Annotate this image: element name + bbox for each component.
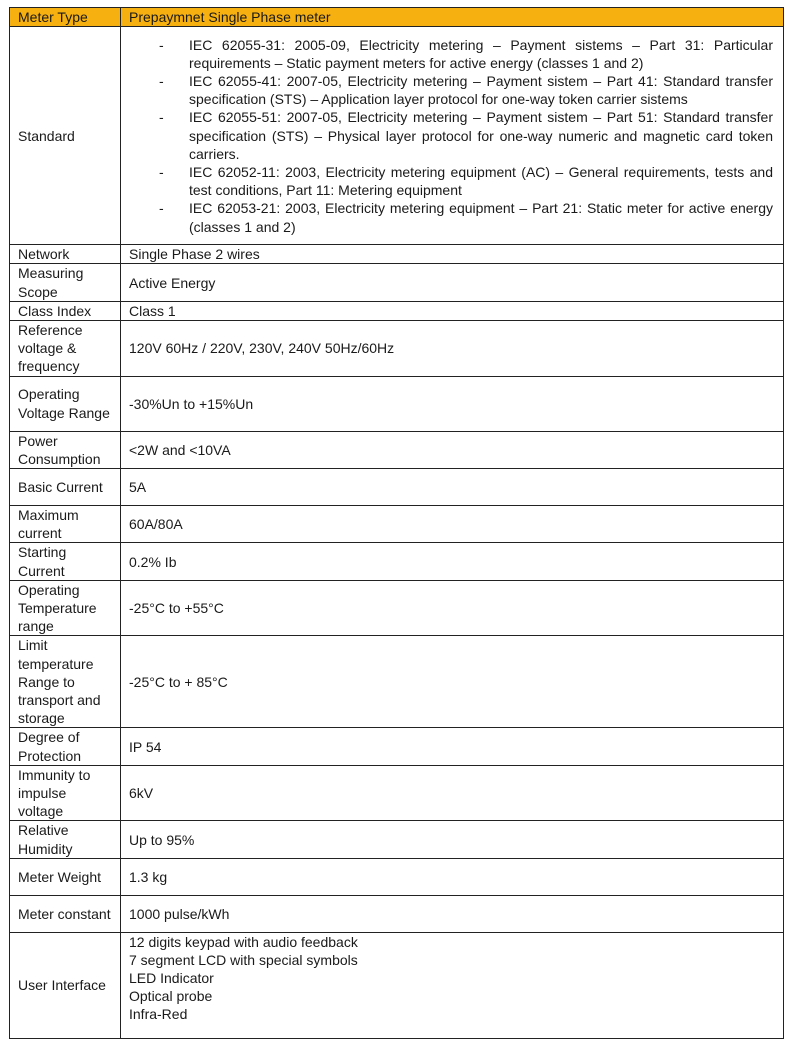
user-interface-line: Infra-Red xyxy=(129,1005,188,1022)
spec-value: 0.2% Ib xyxy=(121,543,784,580)
header-label: Meter Type xyxy=(10,8,121,27)
spec-label: Reference voltage & frequency xyxy=(10,321,121,377)
header-value: Prepaymnet Single Phase meter xyxy=(121,8,784,27)
spec-row-reference-voltage xyxy=(10,321,784,377)
spec-table xyxy=(9,7,784,1039)
spec-value: IP 54 xyxy=(121,728,784,765)
spec-value: Up to 95% xyxy=(121,821,784,858)
standard-list xyxy=(129,35,775,237)
spec-row-degree-of-protection xyxy=(10,728,784,765)
spec-row-meter-constant xyxy=(10,895,784,932)
spec-label: Meter constant xyxy=(10,895,121,932)
spec-value: <2W and <10VA xyxy=(121,431,784,468)
spec-label: Network xyxy=(10,245,121,264)
spec-row-operating-voltage xyxy=(10,376,784,431)
spec-value: Class 1 xyxy=(121,301,784,320)
standard-cell xyxy=(121,27,784,245)
user-interface-line: 7 segment LCD with special symbols xyxy=(129,951,358,968)
spec-value: Active Energy xyxy=(121,264,784,301)
spec-value: 1.3 kg xyxy=(121,858,784,895)
standard-item: - IEC 62055-41: 2007-05, Electricity metering – Payment sistem – Part 41: Standard transfer specification (STS) – Application layer protocol for one-way token carrier sistems xyxy=(159,72,773,108)
user-interface-cell xyxy=(121,932,784,1038)
user-interface-line: 12 digits keypad with audio feedback xyxy=(129,933,358,950)
spec-row-limit-temperature xyxy=(10,636,784,728)
spec-label: Maximum current xyxy=(10,506,121,543)
spec-value: Single Phase 2 wires xyxy=(121,245,784,264)
standard-item: - IEC 62053-21: 2003, Electricity metering equipment – Part 21: Static meter for active energy (classes 1 and 2) xyxy=(159,200,773,235)
standard-row xyxy=(10,27,784,245)
spec-value: 5A xyxy=(121,469,784,506)
spec-label: Degree of Protection xyxy=(10,728,121,765)
standard-item: - IEC 62055-51: 2007-05, Electricity metering – Payment sistem – Part 51: Standard transfer specification (STS) – Physical layer protocol for one-way numeric and magnetic card token carriers. xyxy=(159,109,773,162)
spec-value: -25°C to +55°C xyxy=(121,580,784,636)
user-interface-line: Optical probe xyxy=(129,987,213,1004)
spec-value: 120V 60Hz / 220V, 230V, 240V 50Hz/60Hz xyxy=(121,321,784,377)
spec-row-starting-current xyxy=(10,543,784,580)
spec-value: -25°C to + 85°C xyxy=(121,636,784,728)
spec-value: 1000 pulse/kWh xyxy=(121,895,784,932)
spec-label: Starting Current xyxy=(10,543,121,580)
user-interface-label: User Interface xyxy=(10,932,121,1038)
spec-row-maximum-current xyxy=(10,506,784,543)
spec-label: Measuring Scope xyxy=(10,264,121,301)
spec-row-relative-humidity xyxy=(10,821,784,858)
spec-value: -30%Un to +15%Un xyxy=(121,376,784,431)
spec-value: 60A/80A xyxy=(121,506,784,543)
spec-label: Basic Current xyxy=(10,469,121,506)
spec-value: 6kV xyxy=(121,765,784,821)
spec-label: Immunity to impulse voltage xyxy=(10,765,121,821)
spec-row-impulse-voltage xyxy=(10,765,784,821)
spec-label: Meter Weight xyxy=(10,858,121,895)
spec-row-network xyxy=(10,245,784,264)
spec-row-meter-weight xyxy=(10,858,784,895)
spec-label: Class Index xyxy=(10,301,121,320)
spec-row-power-consumption xyxy=(10,431,784,468)
spec-label: Operating Voltage Range xyxy=(10,376,121,431)
standard-item: - IEC 62055-31: 2005-09, Electricity metering – Payment sistems – Part 31: Particular requirements – Static payment meters for active energy (classes 1 and 2) xyxy=(159,36,773,71)
spec-row-class-index xyxy=(10,301,784,320)
spec-row-operating-temperature xyxy=(10,580,784,636)
user-interface-row xyxy=(10,932,784,1038)
user-interface-line: LED Indicator xyxy=(129,969,214,986)
spec-label: Operating Temperature range xyxy=(10,580,121,636)
spec-label: Relative Humidity xyxy=(10,821,121,858)
standard-label: Standard xyxy=(10,27,121,245)
spec-row-measuring-scope xyxy=(10,264,784,301)
spec-row-basic-current xyxy=(10,469,784,506)
user-interface-list xyxy=(129,933,775,1023)
spec-label: Limit temperature Range to transport and storage xyxy=(10,636,121,728)
header-row xyxy=(10,8,784,27)
standard-item: - IEC 62052-11: 2003, Electricity metering equipment (AC) – General requirements, tests and test conditions, Part 11: Metering equipment xyxy=(159,164,773,199)
spec-label: Power Consumption xyxy=(10,431,121,468)
